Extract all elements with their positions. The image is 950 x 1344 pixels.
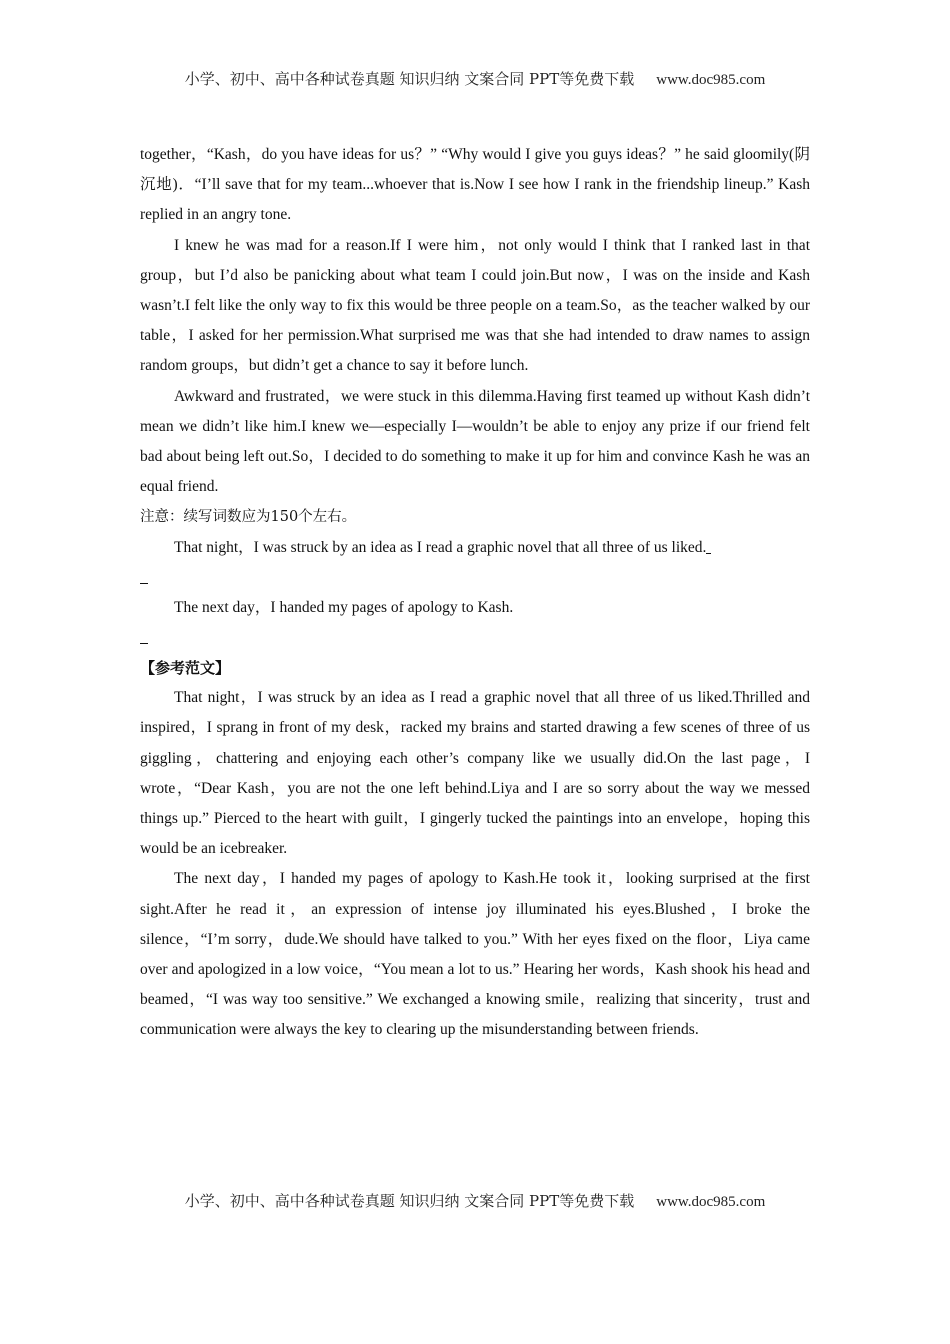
continuation-prompt-2: The next day，I handed my pages of apology to Kash.: [174, 598, 514, 616]
page-header: [0, 68, 950, 89]
page-footer: [0, 1190, 950, 1211]
answer-paragraph-1: That night，I was struck by an idea as I read a graphic novel that all three of us liked.Thrilled and inspired，I sprang in front of my desk，racked my brains and started drawing a few scenes of three of us giggling，chattering and enjoying each other’s company like we usually did.On the last page，I wrote，“Dear Kash，you are not the one left behind.Liya and I are so sorry about the way we messed things up.” Pierced to the heart with guilt，I gingerly tucked the paintings into an envelope，hoping this would be an icebreaker.: [140, 689, 810, 858]
answer-blank-2[interactable]: [140, 623, 810, 653]
answer-paragraph-2: The next day，I handed my pages of apology to Kash.He took it，looking surprised at the first sight.After he read it，an expression of intense joy illuminated his eyes.Blushed，I broke the silence，“I’m sorry，dude.We should have talked to you.” With her eyes fixed on the floor，Liya came over and apologized in a low voice，“You mean a lot to us.” Hearing her words，Kash shook his head and beamed，“I was way too sensitive.” We exchanged a knowing smile，realizing that sincerity，trust and communication were always the key to clearing up the misunderstanding between friends.: [140, 870, 810, 1039]
footer-site[interactable]: www.doc985.com: [656, 1194, 766, 1210]
blank-mark-1: [140, 583, 148, 584]
passage-paragraph-2: I knew he was mad for a reason.If I were him，not only would I think that I ranked last in that group，but I’d also be panicking about what team I could join.But now，I was on the inside and Kash wasn’t.I felt like the only way to fix this would be three people on a team.So，as the teacher walked by our table，I asked for her permission.What surprised me was that she had intended to draw names to assign random groups，but didn’t get a chance to say it before lunch.: [140, 236, 810, 375]
passage-paragraph-1: together，“Kash，do you have ideas for us？” “Why would I give you guys ideas？” he said gloomily(阴沉地)．“I’ll save that for my team...whoever that is.Now I see how I rank in the friendship lineup.” Kash replied in an angry tone.: [140, 146, 810, 224]
answer-blank-1[interactable]: [140, 563, 810, 593]
passage-paragraph-3: Awkward and frustrated，we were stuck in this dilemma.Having first teamed up without Kash didn’t mean we didn’t like him.I knew we—especially I—wouldn’t be able to enjoy any prize if our friend felt bad about being left out.So，I decided to do something to make it up for him and convince Kash he was an equal friend.: [140, 387, 810, 496]
continuation-prompt-1: [140, 533, 810, 563]
answer-line-1-end: [706, 537, 711, 554]
blank-mark-2: [140, 643, 148, 644]
word-count-note: 注意：续写词数应为150个左右。: [140, 509, 357, 526]
prompt-1-text: That night，I was struck by an idea as I read a graphic novel that all three of us liked.: [174, 538, 707, 556]
header-text: 小学、初中、高中各种试卷真题 知识归纳 文案合同 PPT等免费下载: [184, 70, 635, 88]
reference-answer-heading: 【参考范文】: [140, 659, 231, 678]
footer-text: 小学、初中、高中各种试卷真题 知识归纳 文案合同 PPT等免费下载: [184, 1192, 635, 1210]
header-site[interactable]: www.doc985.com: [656, 72, 766, 88]
document-body: [140, 140, 810, 1046]
